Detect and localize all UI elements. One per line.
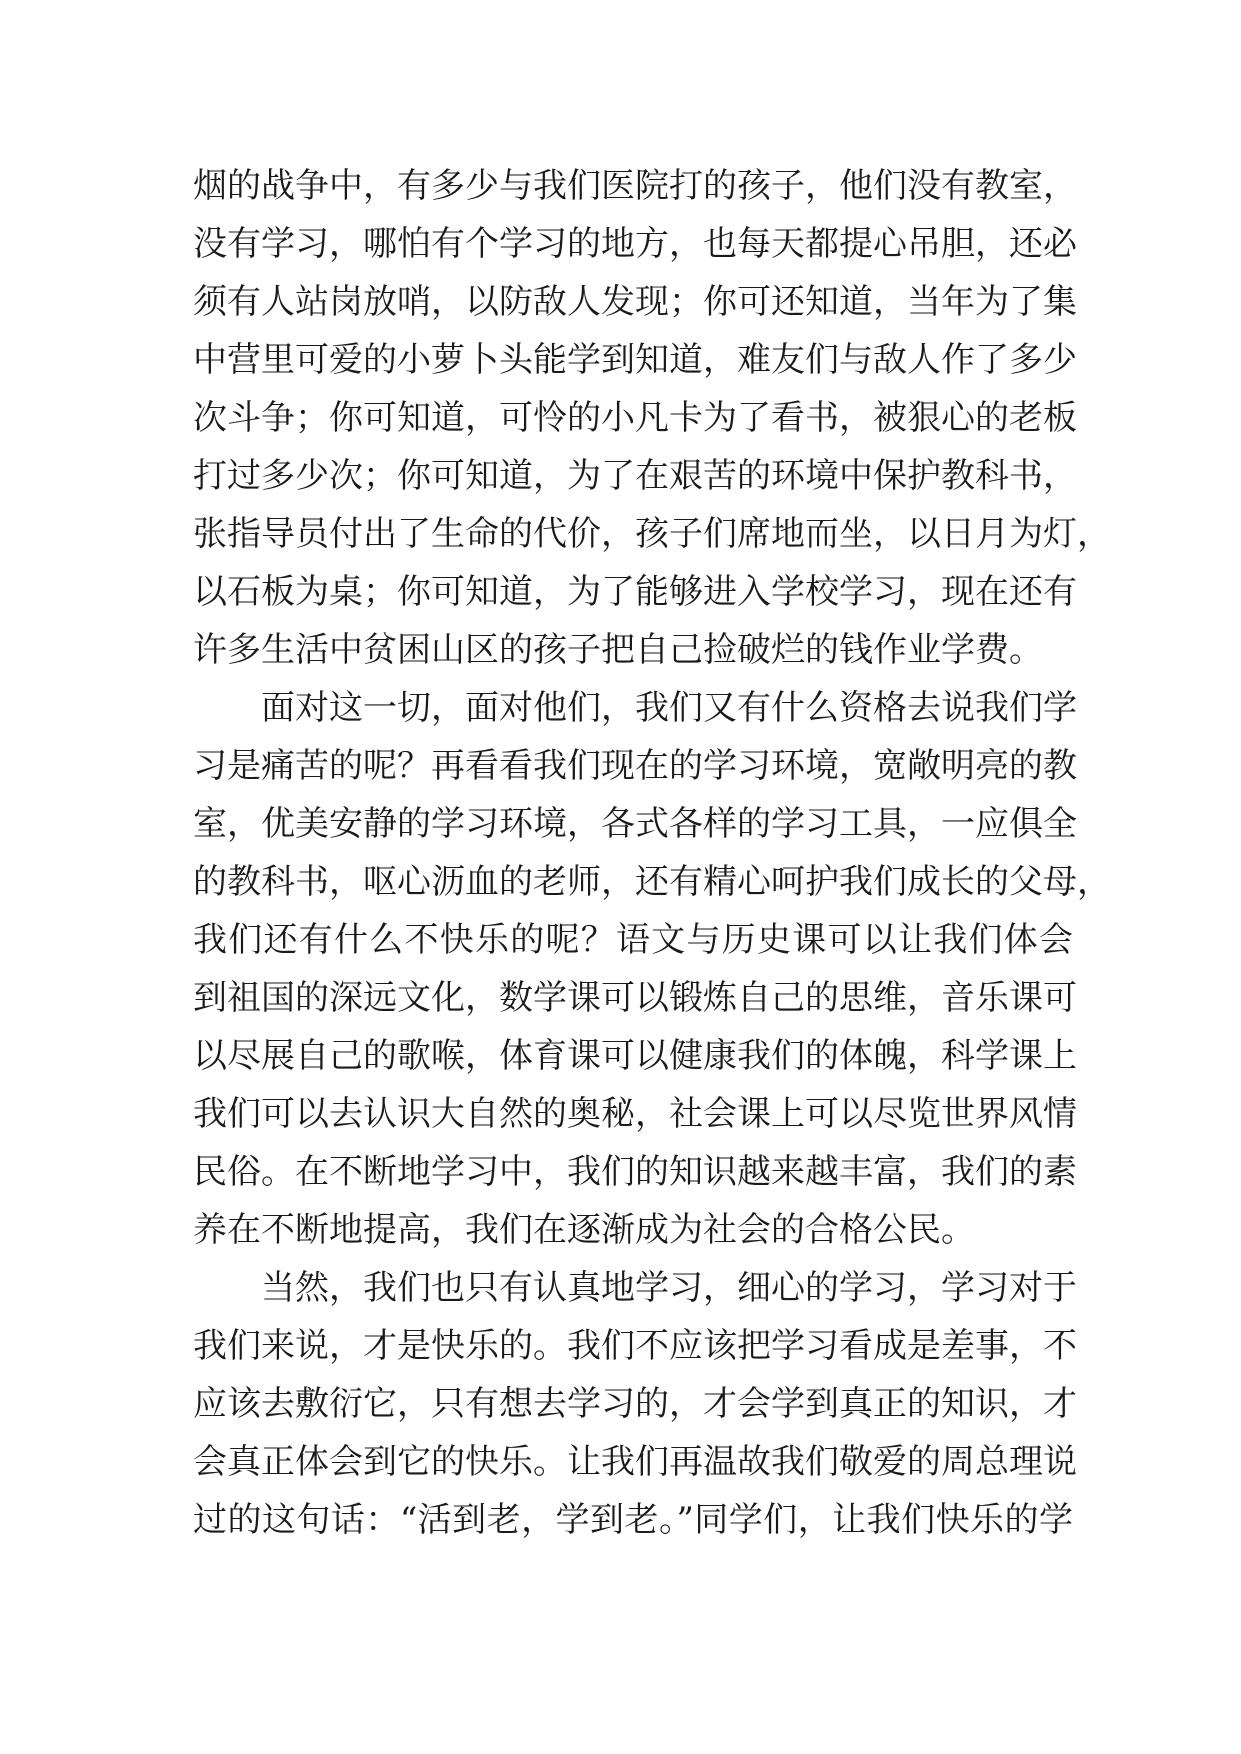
paragraph-first-line: 当然，我们也只有认真地学习，细心的学习，学习对于	[261, 1268, 1077, 1308]
text-line: 许多生活中贫困山区的孩子把自己捡破烂的钱作业学费。	[193, 630, 1043, 670]
paragraph-first-line: 面对这一切，面对他们，我们又有什么资格去说我们学	[261, 688, 1077, 728]
text-line: 民俗。在不断地学习中，我们的知识越来越丰富，我们的素	[193, 1152, 1077, 1192]
text-line: 打过多少次；你可知道，为了在艰苦的环境中保护教科书，	[193, 456, 1077, 496]
text-line: 会真正体会到它的快乐。让我们再温故我们敬爱的周总理说	[193, 1442, 1077, 1482]
text-line: 我们可以去认识大自然的奥秘，社会课上可以尽览世界风情	[193, 1094, 1077, 1134]
text-line: 以尽展自己的歌喉，体育课可以健康我们的体魄，科学课上	[193, 1036, 1077, 1076]
text-line: 过的这句话：“活到老，学到老。”同学们，让我们快乐的学	[193, 1500, 1073, 1540]
text-line: 我们还有什么不快乐的呢？语文与历史课可以让我们体会	[193, 920, 1073, 960]
body-text	[193, 157, 1111, 1549]
text-line: 室，优美安静的学习环境，各式各样的学习工具，一应俱全	[193, 804, 1077, 844]
text-line: 次斗争；你可知道，可怜的小凡卡为了看书，被狠心的老板	[193, 398, 1077, 438]
text-line: 的教科书，呕心沥血的老师，还有精心呵护我们成长的父母，	[193, 862, 1111, 902]
text-line: 中营里可爱的小萝卜头能学到知道，难友们与敌人作了多少	[193, 340, 1077, 380]
text-line: 烟的战争中，有多少与我们医院打的孩子，他们没有教室，	[193, 166, 1077, 206]
text-line: 张指导员付出了生命的代价，孩子们席地而坐，以日月为灯，	[193, 514, 1111, 554]
text-line: 应该去敷衍它，只有想去学习的，才会学到真正的知识，才	[193, 1384, 1077, 1424]
text-line: 到祖国的深远文化，数学课可以锻炼自己的思维，音乐课可	[193, 978, 1077, 1018]
text-line: 以石板为桌；你可知道，为了能够进入学校学习，现在还有	[193, 572, 1077, 612]
text-line: 须有人站岗放哨，以防敌人发现；你可还知道，当年为了集	[193, 282, 1077, 322]
text-line: 没有学习，哪怕有个学习的地方，也每天都提心吊胆，还必	[193, 224, 1077, 264]
text-line: 习是痛苦的呢？再看看我们现在的学习环境，宽敞明亮的教	[193, 746, 1077, 786]
text-line: 我们来说，才是快乐的。我们不应该把学习看成是差事，不	[193, 1326, 1077, 1366]
text-line: 养在不断地提高，我们在逐渐成为社会的合格公民。	[193, 1210, 975, 1250]
